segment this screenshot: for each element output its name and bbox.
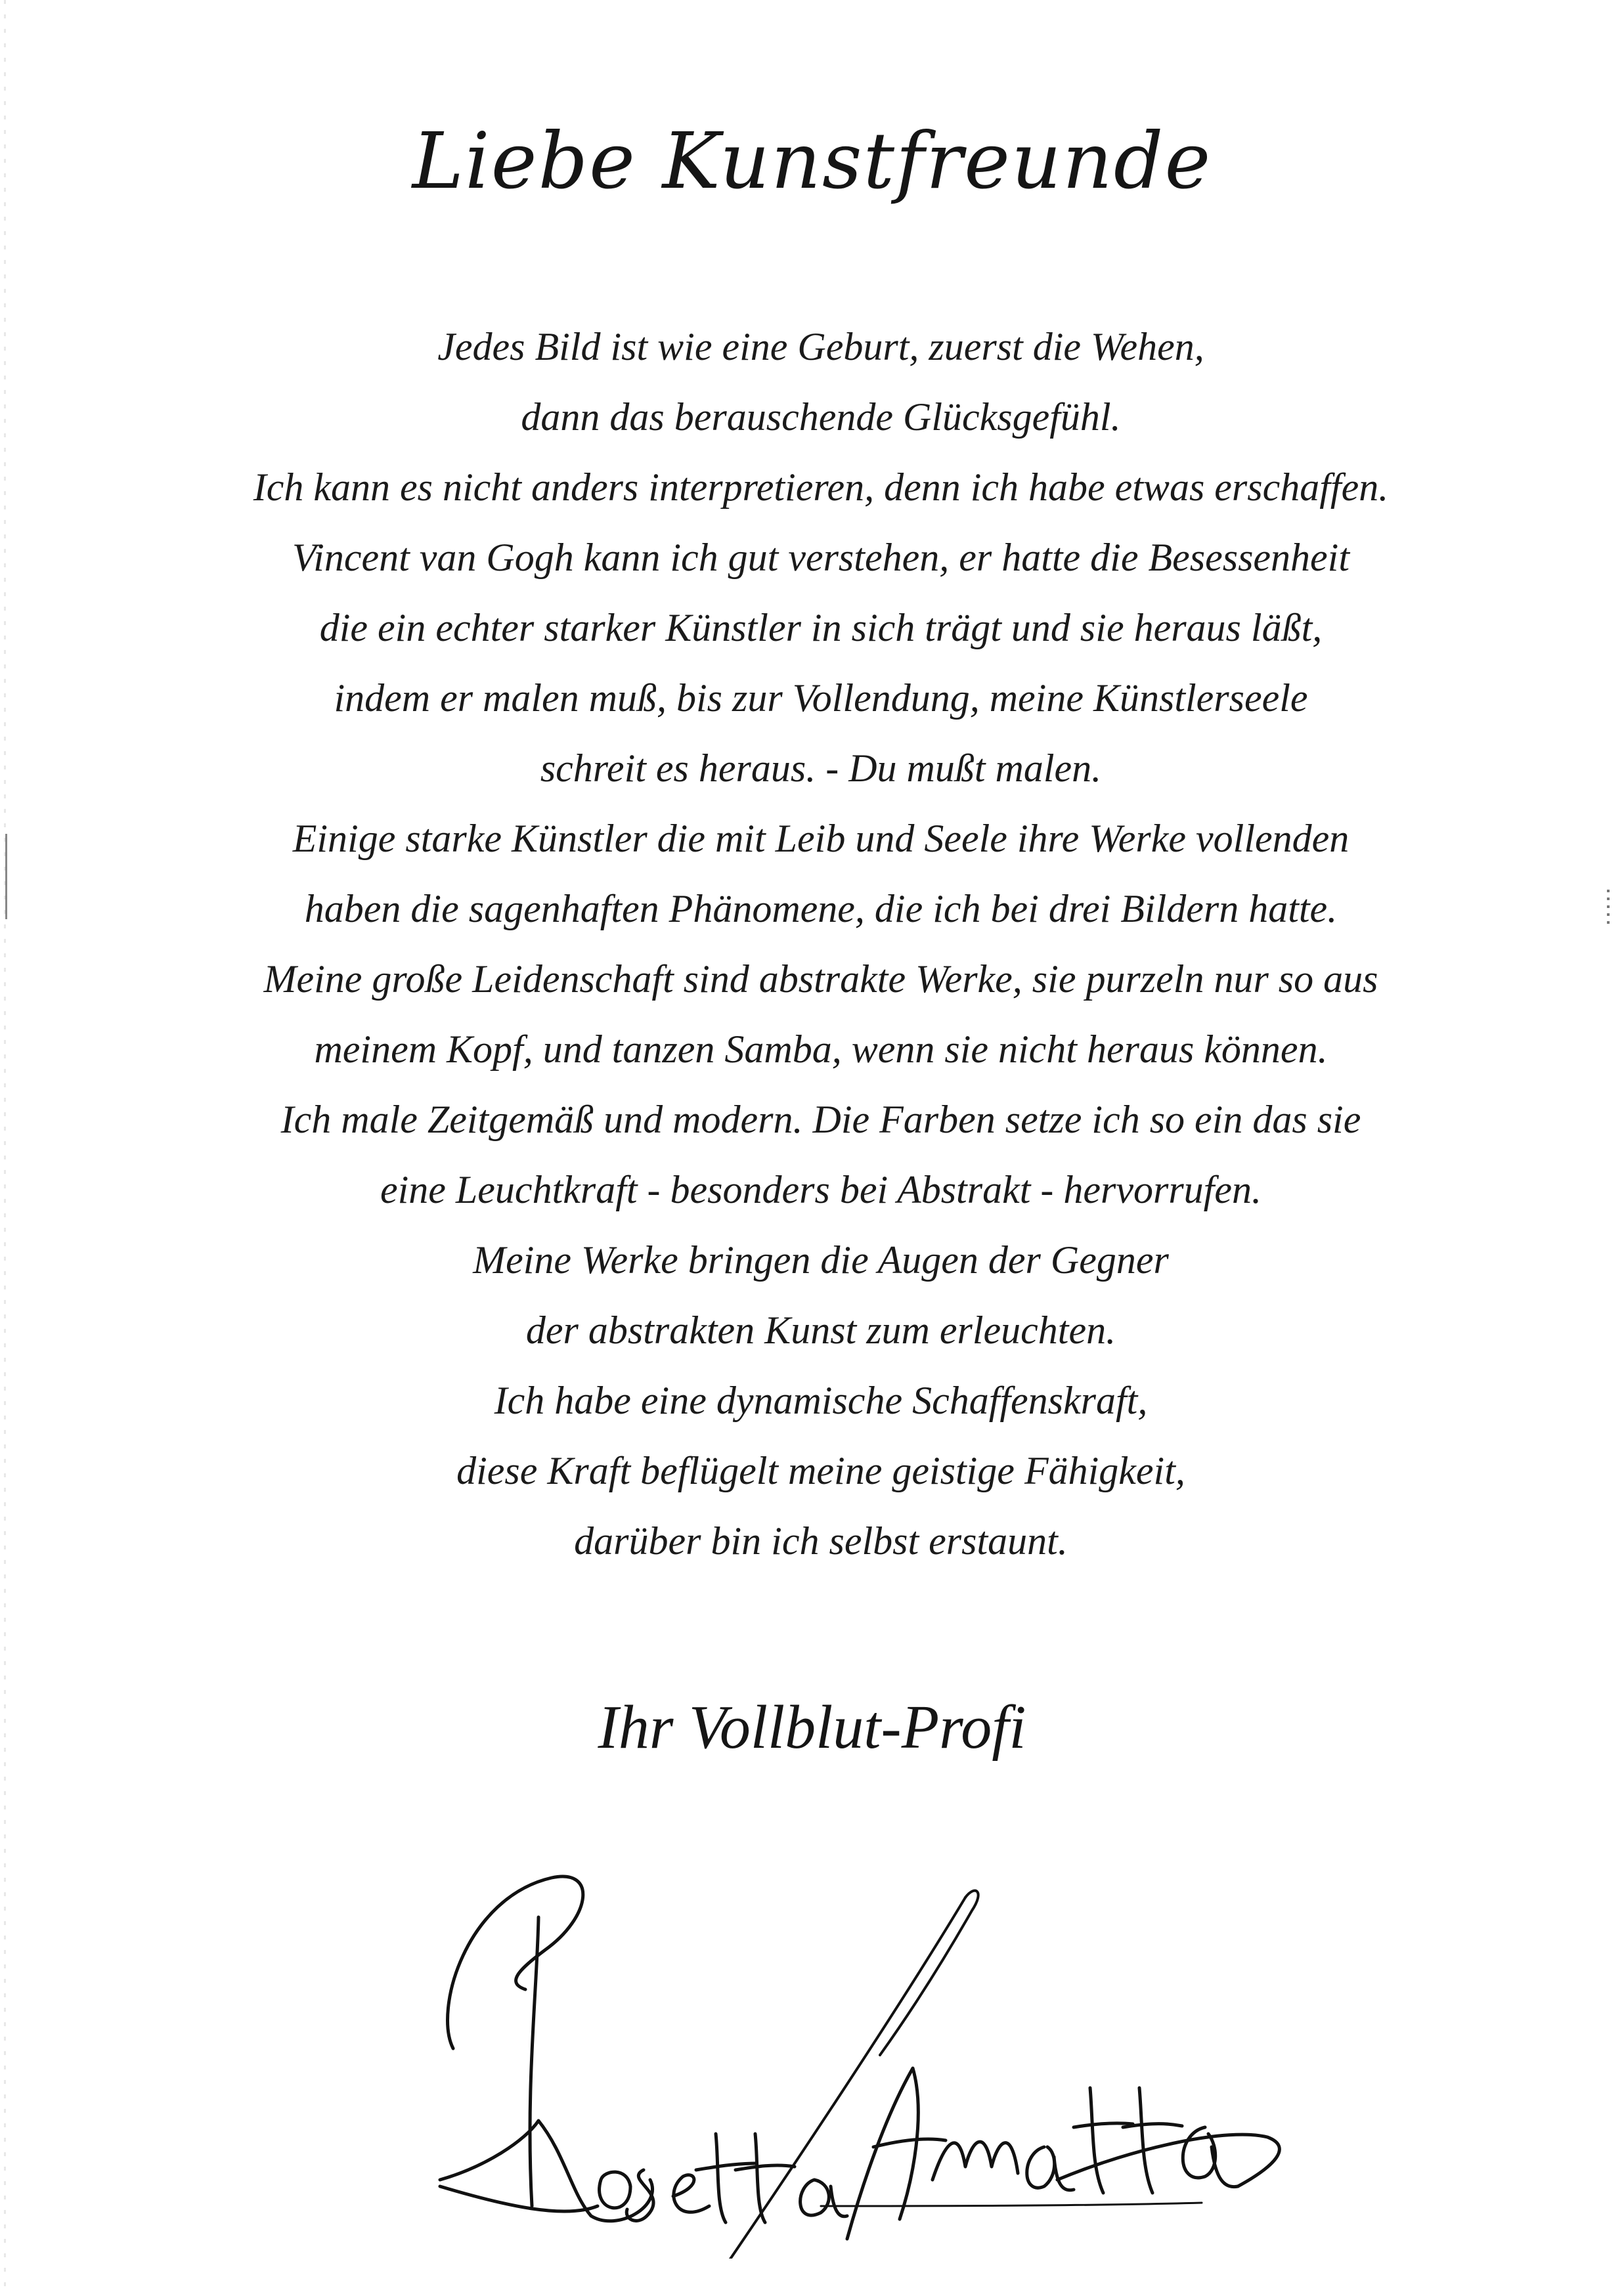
body-line: diese Kraft beflügelt meine geistige Fähigkeit, [456, 1449, 1185, 1492]
letter-closing: Ihr Vollblut-Profi [598, 1693, 1026, 1762]
body-line: der abstrakten Kunst zum erleuchten. [525, 1309, 1116, 1352]
body-line: Meine große Leidenschaft sind abstrakte Werke, sie purzeln nur so aus [263, 957, 1378, 1001]
body-line: meinem Kopf, und tanzen Samba, wenn sie nicht heraus können. [314, 1028, 1328, 1071]
scan-dot-artifact [1607, 890, 1610, 929]
body-line: Meine Werke bringen die Augen der Gegner [473, 1238, 1169, 1282]
body-line: die ein echter starker Künstler in sich trägt und sie heraus läßt, [319, 606, 1323, 649]
body-line: eine Leuchtkraft - besonders bei Abstrakt - hervorrufen. [380, 1168, 1262, 1211]
body-line: Jedes Bild ist wie eine Geburt, zuerst die Wehen, [437, 325, 1204, 368]
body-line: indem er malen muß, bis zur Vollendung, meine Künstlerseele [334, 676, 1308, 720]
letter-title: Liebe Kunstfreunde [412, 116, 1212, 206]
scan-edge-artifact [4, 0, 6, 2296]
body-line: Vincent van Gogh kann ich gut verstehen, er hatte die Besessenheit [292, 536, 1350, 579]
body-line: Ich habe eine dynamische Schaffenskraft, [494, 1379, 1148, 1422]
body-line: dann das berauschende Glücksgefühl. [521, 395, 1121, 439]
body-line: Einige starke Künstler die mit Leib und Seele ihre Werke vollenden [292, 817, 1350, 860]
body-line: darüber bin ich selbst erstaunt. [574, 1519, 1068, 1563]
body-line: schreit es heraus. - Du mußt malen. [540, 747, 1102, 790]
body-line: Ich male Zeitgemäß und modern. Die Farben setze ich so ein das sie [280, 1098, 1361, 1141]
scan-mark-artifact [5, 834, 7, 919]
handwritten-signature [427, 1838, 1346, 2259]
letter-body [197, 312, 1445, 1576]
body-line: Ich kann es nicht anders interpretieren, denn ich habe etwas erschaffen. [253, 466, 1389, 509]
body-line: haben die sagenhaften Phänomene, die ich bei drei Bildern hatte. [304, 887, 1338, 930]
